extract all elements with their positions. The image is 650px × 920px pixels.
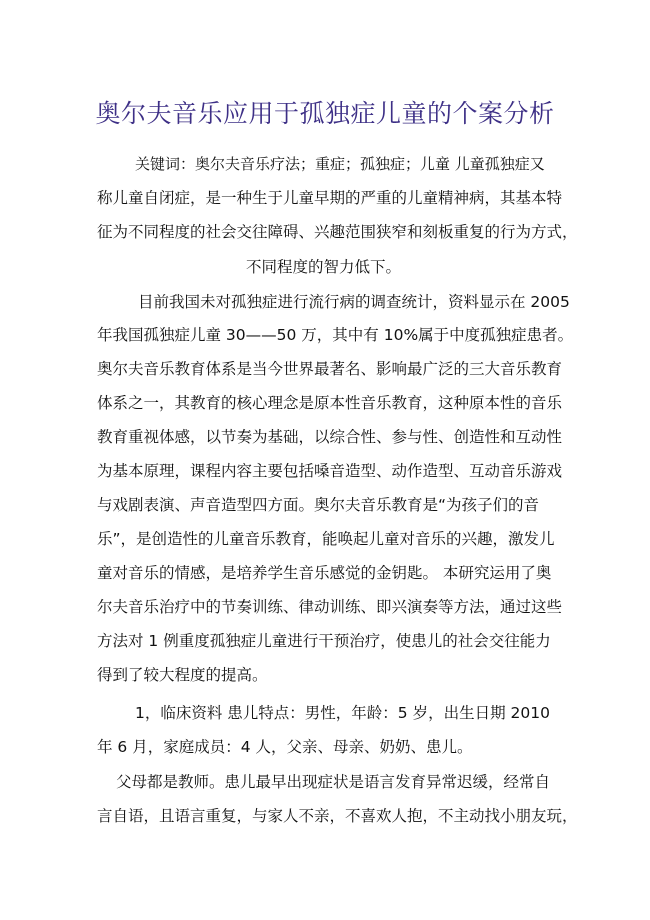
paragraph-line: 童对音乐的情感，是培养学生音乐感觉的金钥匙。 本研究运用了奥 <box>97 564 552 582</box>
paragraph-line: 为基本原理，课程内容主要包括嗓音造型、动作造型、互动音乐游戏 <box>97 462 563 480</box>
paragraph-line: 言自语，且语言重复，与家人不亲，不喜欢人抱，不主动找小朋友玩， <box>97 807 578 825</box>
paragraph-line: 年我国孤独症儿童 30——50 万，其中有 10%属于中度孤独症患者。 <box>97 326 574 344</box>
paragraph-line: 体系之一，其教育的核心理念是原本性音乐教育，这种原本性的音乐 <box>97 394 563 412</box>
document-title: 奥尔夫音乐应用于孤独症儿童的个案分析 <box>95 98 555 128</box>
paragraph-line: 尔夫音乐治疗中的节奏训练、律动训练、即兴演奏等方法，通过这些 <box>97 598 563 616</box>
paragraph-line: 乐”，是创造性的儿童音乐教育，能唤起儿童对音乐的兴趣，激发儿 <box>97 530 555 548</box>
paragraph-line: 目前我国未对孤独症进行流行病的调查统计，资料显示在 2005 <box>138 293 570 311</box>
paragraph-line: 1，临床资料 患儿特点：男性，年龄：5 岁，出生日期 2010 <box>135 704 550 722</box>
paragraph-line: 不同程度的智力低下。 <box>246 258 402 276</box>
paragraph-line: 与戏剧表演、声音造型四方面。奥尔夫音乐教育是“为孩子们的音 <box>97 496 540 514</box>
paragraph-line: 奥尔夫音乐教育体系是当今世界最著名、影响最广泛的三大音乐教育 <box>97 360 563 378</box>
paragraph-line: 得到了较大程度的提高。 <box>97 666 268 684</box>
paragraph-line: 年 6 月，家庭成员：4 人，父亲、母亲、奶奶、患儿。 <box>97 738 473 756</box>
paragraph-line: 教育重视体感，以节奏为基础，以综合性、参与性、创造性和互动性 <box>97 428 563 446</box>
paragraph-line: 方法对 1 例重度孤独症儿童进行干预治疗，使患儿的社会交往能力 <box>97 632 551 650</box>
paragraph-line: 父母都是教师。患儿最早出现症状是语言发育异常迟缓，经常自 <box>116 773 551 791</box>
keywords-line: 关键词：奥尔夫音乐疗法；重症；孤独症；儿童 儿童孤独症又 <box>135 155 545 173</box>
paragraph-line: 征为不同程度的社会交往障碍、兴趣范围狭窄和刻板重复的行为方式， <box>97 223 578 241</box>
paragraph-line: 称儿童自闭症，是一种生于儿童早期的严重的儿童精神病，其基本特 <box>97 189 563 207</box>
